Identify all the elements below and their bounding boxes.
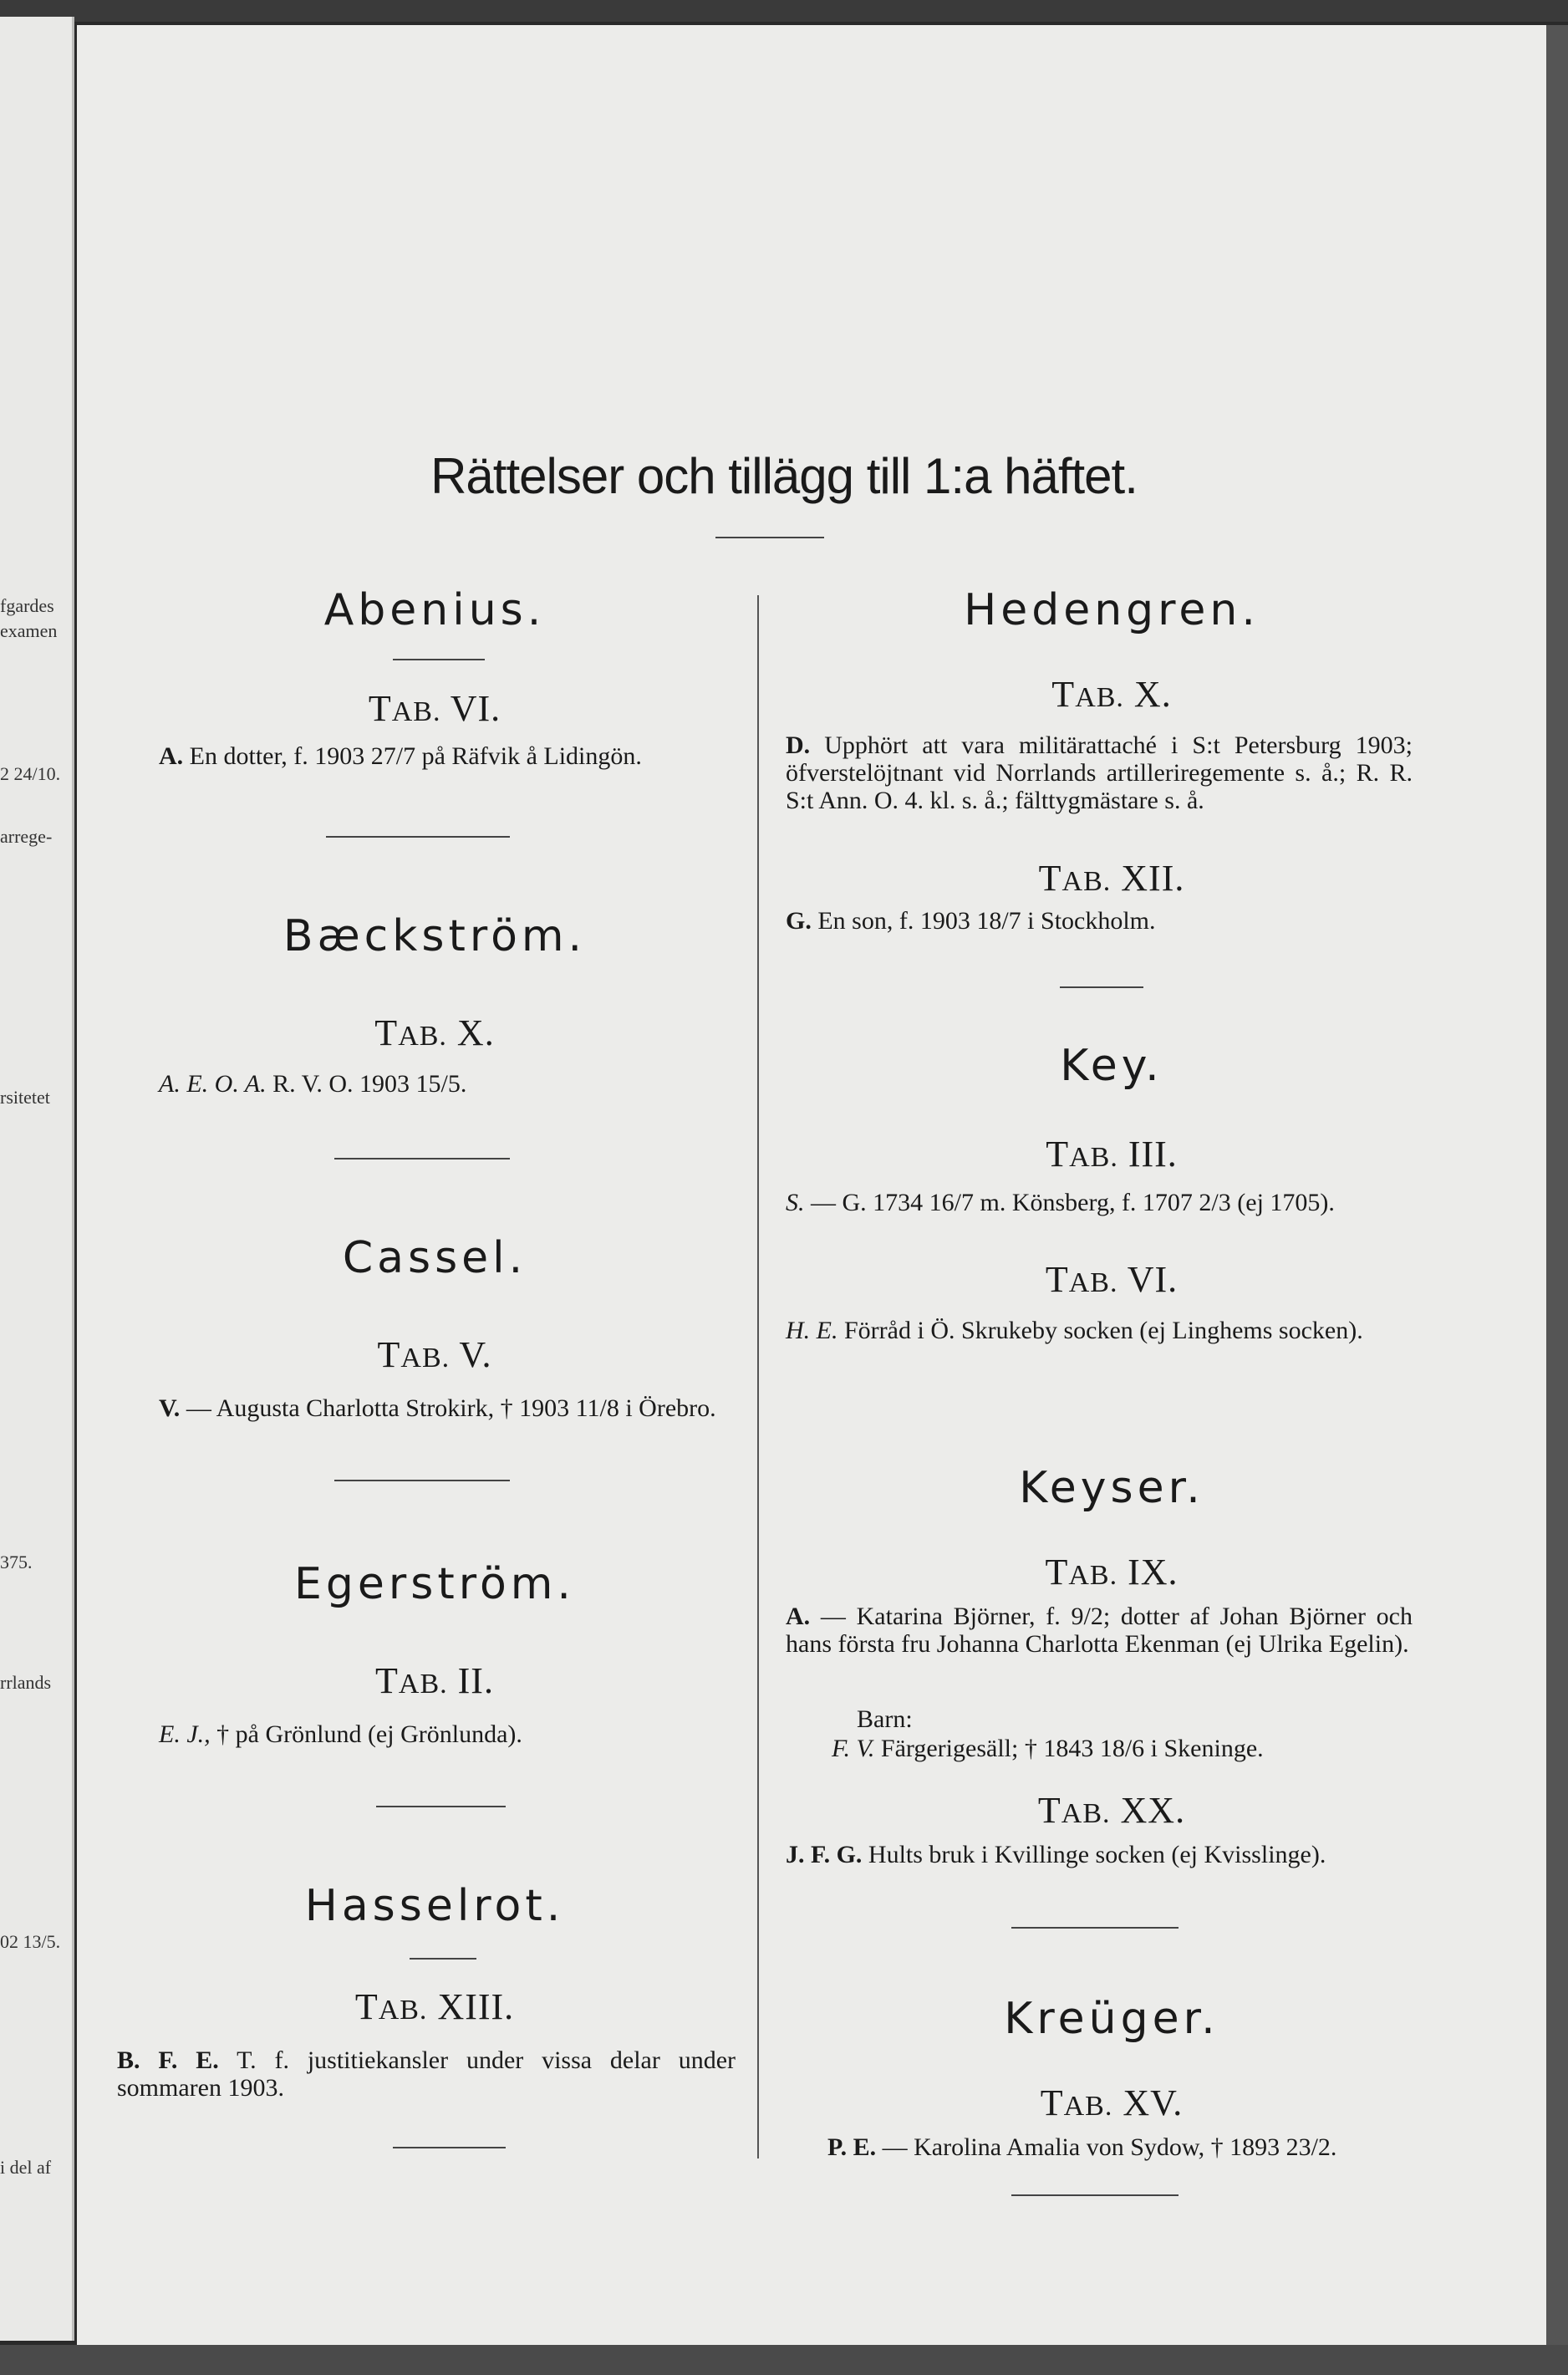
tab-heading: TAB. XX. xyxy=(1037,1790,1186,1831)
section-rule xyxy=(410,1958,476,1960)
tab-heading: TAB. XIII. xyxy=(354,1986,515,2027)
family-name-baeckstrom: Bæckström. xyxy=(283,911,587,961)
section-rule xyxy=(334,1480,510,1481)
page-shadow-right xyxy=(1546,25,1568,2375)
margin-fragment: i del af xyxy=(0,2157,52,2178)
binding-edge xyxy=(0,0,1568,22)
tab-heading: TAB. X. xyxy=(374,1012,495,1053)
section-rule xyxy=(326,836,510,838)
family-name-hedengren: Hedengren. xyxy=(964,585,1260,635)
family-name-egerstrom: Egerström. xyxy=(294,1559,575,1609)
entry: S. — G. 1734 16/7 m. Könsberg, f. 1707 2/3 (ej 1705). xyxy=(786,1189,1335,1216)
section-rule xyxy=(393,2147,506,2148)
entry: J. F. G. Hults bruk i Kvillinge socken (ej Kvisslinge). xyxy=(786,1841,1326,1868)
barn-label: Barn: xyxy=(857,1705,913,1733)
page-title: Rättelser och tillägg till 1:a häftet. xyxy=(430,448,1138,504)
margin-fragment: 02 13/5. xyxy=(0,1931,61,1952)
tab-heading: TAB. VI. xyxy=(368,688,501,729)
section-rule xyxy=(376,1806,506,1807)
margin-fragment: rrlands xyxy=(0,1672,52,1693)
section-rule xyxy=(1011,2194,1179,2196)
tab-heading: TAB. XV. xyxy=(1040,2082,1184,2123)
entry: F. V. Färgerigesäll; † 1843 18/6 i Skeninge. xyxy=(832,1735,1264,1762)
margin-fragment: 2 24/10. xyxy=(0,763,61,784)
entry: B. F. E. T. f. justitiekansler under vissa delar under sommaren 1903. xyxy=(117,2046,736,2102)
entry: A. En dotter, f. 1903 27/7 på Räfvik å Lidingön. xyxy=(159,742,642,770)
section-rule xyxy=(1011,1927,1179,1929)
tab-heading: TAB. X. xyxy=(1051,674,1172,715)
entry: H. E. Förråd i Ö. Skrukeby socken (ej Linghems socken). xyxy=(786,1317,1363,1344)
title-rule xyxy=(715,537,824,538)
entry: E. J., † på Grönlund (ej Grönlunda). xyxy=(159,1720,522,1748)
family-name-cassel: Cassel. xyxy=(342,1233,527,1283)
margin-fragment: examen xyxy=(0,620,58,641)
entry: D. Upphört att vara militärattaché i S:t Petersburg 1903; öfverstelöjtnant vid Norrlands artilleriregemente s. å.; R. R. S:t Ann. O. 4. kl. s. å.; fälttygmästare s. å. xyxy=(786,731,1413,814)
entry: A. E. O. A. R. V. O. 1903 15/5. xyxy=(159,1070,467,1098)
margin-fragment: fgardes xyxy=(0,595,54,616)
family-name-abenius: Abenius. xyxy=(323,585,546,635)
family-name-key: Key. xyxy=(1060,1041,1163,1091)
tab-heading: TAB. XII. xyxy=(1038,858,1185,899)
tab-heading: TAB. II. xyxy=(375,1660,494,1701)
family-name-keyser: Keyser. xyxy=(1019,1463,1204,1513)
section-rule xyxy=(334,1158,510,1159)
entry: A. — Katarina Björner, f. 9/2; dotter af Johan Björner och hans första fru Johanna Charlotta Ekenman (ej Ulrika Egelin). xyxy=(786,1603,1413,1658)
tab-heading: TAB. IX. xyxy=(1045,1552,1179,1593)
margin-fragment: 375. xyxy=(0,1552,33,1572)
family-name-kreuger: Kreüger. xyxy=(1004,1994,1219,2044)
entry: P. E. — Karolina Amalia von Sydow, † 1893 23/2. xyxy=(827,2133,1337,2161)
margin-fragment: arrege- xyxy=(0,826,53,847)
section-rule xyxy=(1060,986,1143,988)
column-divider xyxy=(757,595,759,2158)
tab-heading: TAB. V. xyxy=(377,1334,492,1375)
section-rule xyxy=(393,659,485,660)
tab-heading: TAB. III. xyxy=(1046,1134,1178,1175)
entry: V. — Augusta Charlotta Strokirk, † 1903 11/8 i Örebro. xyxy=(159,1394,716,1422)
entry: G. En son, f. 1903 18/7 i Stockholm. xyxy=(786,907,1156,935)
margin-fragment: rsitetet xyxy=(0,1087,50,1108)
family-name-hasselrot: Hasselrot. xyxy=(304,1881,565,1931)
tab-heading: TAB. VI. xyxy=(1045,1259,1179,1300)
page-shadow-bottom xyxy=(0,2345,1568,2375)
facing-page-edge xyxy=(0,17,74,2341)
